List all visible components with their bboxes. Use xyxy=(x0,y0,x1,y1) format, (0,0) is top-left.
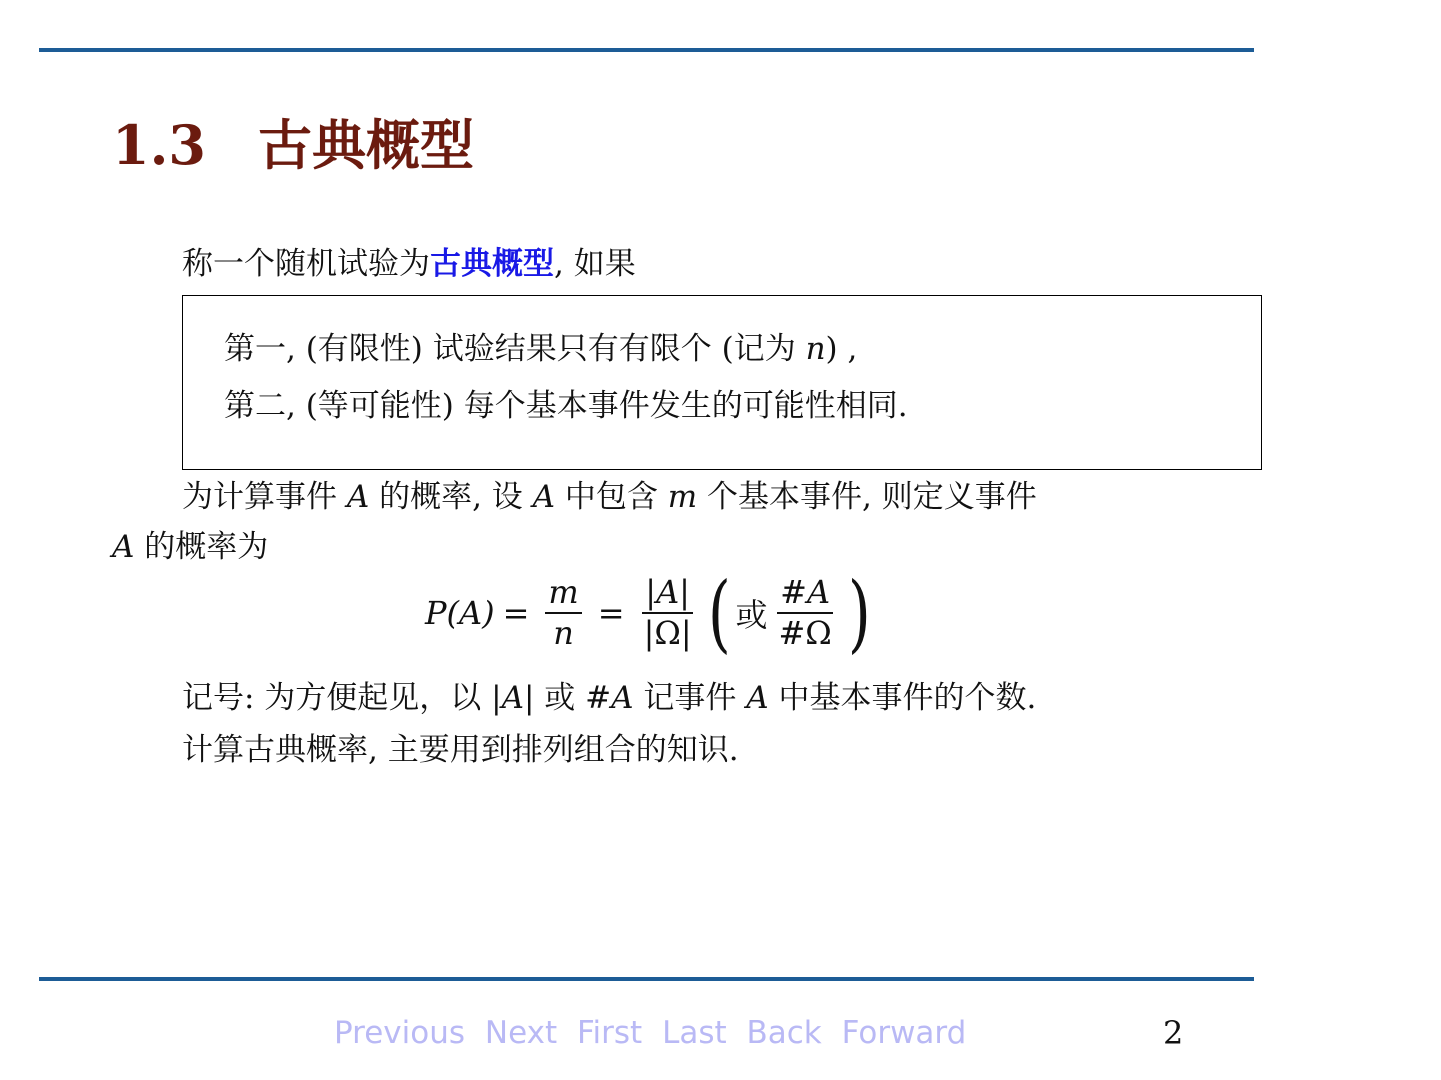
note-text-d: 中基本事件的个数. xyxy=(768,680,1037,716)
intro-line xyxy=(182,246,636,283)
left-paren: ( xyxy=(707,564,731,662)
expl-text-d: 个基本事件, 则定义事件 xyxy=(697,479,1037,515)
nav-previous-link[interactable]: Previous xyxy=(334,1015,466,1051)
var-a: A xyxy=(532,479,556,515)
fraction-numerator: #A xyxy=(777,575,833,614)
probability-formula xyxy=(425,565,876,661)
var-a: A xyxy=(112,529,135,565)
combinatorics-note: 计算古典概率, 主要用到排列组合的知识. xyxy=(182,732,739,768)
nav-first-link[interactable]: First xyxy=(576,1015,643,1051)
formula-lhs: P(A) xyxy=(425,594,495,632)
fraction-denominator: |Ω| xyxy=(643,614,692,652)
explanation-line-1 xyxy=(182,479,1037,516)
slide-navigation xyxy=(334,1015,976,1051)
abs-a-symbol: |A| xyxy=(491,680,535,716)
fraction-denominator: n xyxy=(553,614,574,652)
definition-line-1-end: ) , xyxy=(825,331,858,367)
nav-next-link[interactable]: Next xyxy=(484,1015,558,1051)
expl-text-c: 中包含 xyxy=(555,479,668,515)
equals-sign: = xyxy=(597,594,625,632)
count-a-symbol: #A xyxy=(585,680,634,716)
note-text-a: 记号: 为方便起见，以 xyxy=(182,680,492,716)
fraction-numerator: m xyxy=(545,575,581,614)
var-a: A xyxy=(346,479,370,515)
nav-back-link[interactable]: Back xyxy=(746,1015,822,1051)
definition-box xyxy=(182,295,1262,470)
equals-sign: = xyxy=(502,594,530,632)
var-m: m xyxy=(667,479,698,515)
fraction-m-over-n xyxy=(545,572,581,652)
definition-line-1 xyxy=(224,331,857,368)
notation-note xyxy=(182,680,1036,717)
intro-suffix: , 如果 xyxy=(554,246,636,282)
expl-text-a: 为计算事件 xyxy=(182,479,347,515)
nav-last-link[interactable]: Last xyxy=(662,1015,727,1051)
nav-forward-link[interactable]: Forward xyxy=(841,1015,967,1051)
section-number: 1.3 xyxy=(112,113,206,177)
page-number: 2 xyxy=(1163,1014,1184,1052)
var-a: A xyxy=(746,680,769,716)
definition-line-1-text: 第一, (有限性) 试验结果只有有限个 (记为 xyxy=(224,331,806,367)
explanation-line-2 xyxy=(112,529,268,566)
right-paren: ) xyxy=(847,564,871,662)
intro-prefix: 称一个随机试验为 xyxy=(182,246,430,282)
fraction-abs-a-over-abs-omega xyxy=(641,572,695,652)
note-text-b: 或 xyxy=(534,680,586,716)
footer-rule xyxy=(39,977,1254,981)
section-title xyxy=(112,113,474,177)
expl-text-b: 的概率, 设 xyxy=(369,479,533,515)
fraction-denominator: #Ω xyxy=(778,614,832,652)
fraction-count-a-over-count-omega xyxy=(775,572,834,652)
var-n: n xyxy=(805,331,826,367)
or-word: 或 xyxy=(735,596,768,634)
expl-text-e: 的概率为 xyxy=(134,529,269,565)
term-highlight: 古典概型 xyxy=(430,246,554,282)
section-heading: 古典概型 xyxy=(258,113,474,177)
definition-line-2: 第二, (等可能性) 每个基本事件发生的可能性相同. xyxy=(224,388,908,424)
header-rule xyxy=(39,48,1254,52)
note-text-c: 记事件 xyxy=(633,680,747,716)
fraction-numerator: |A| xyxy=(642,575,693,614)
